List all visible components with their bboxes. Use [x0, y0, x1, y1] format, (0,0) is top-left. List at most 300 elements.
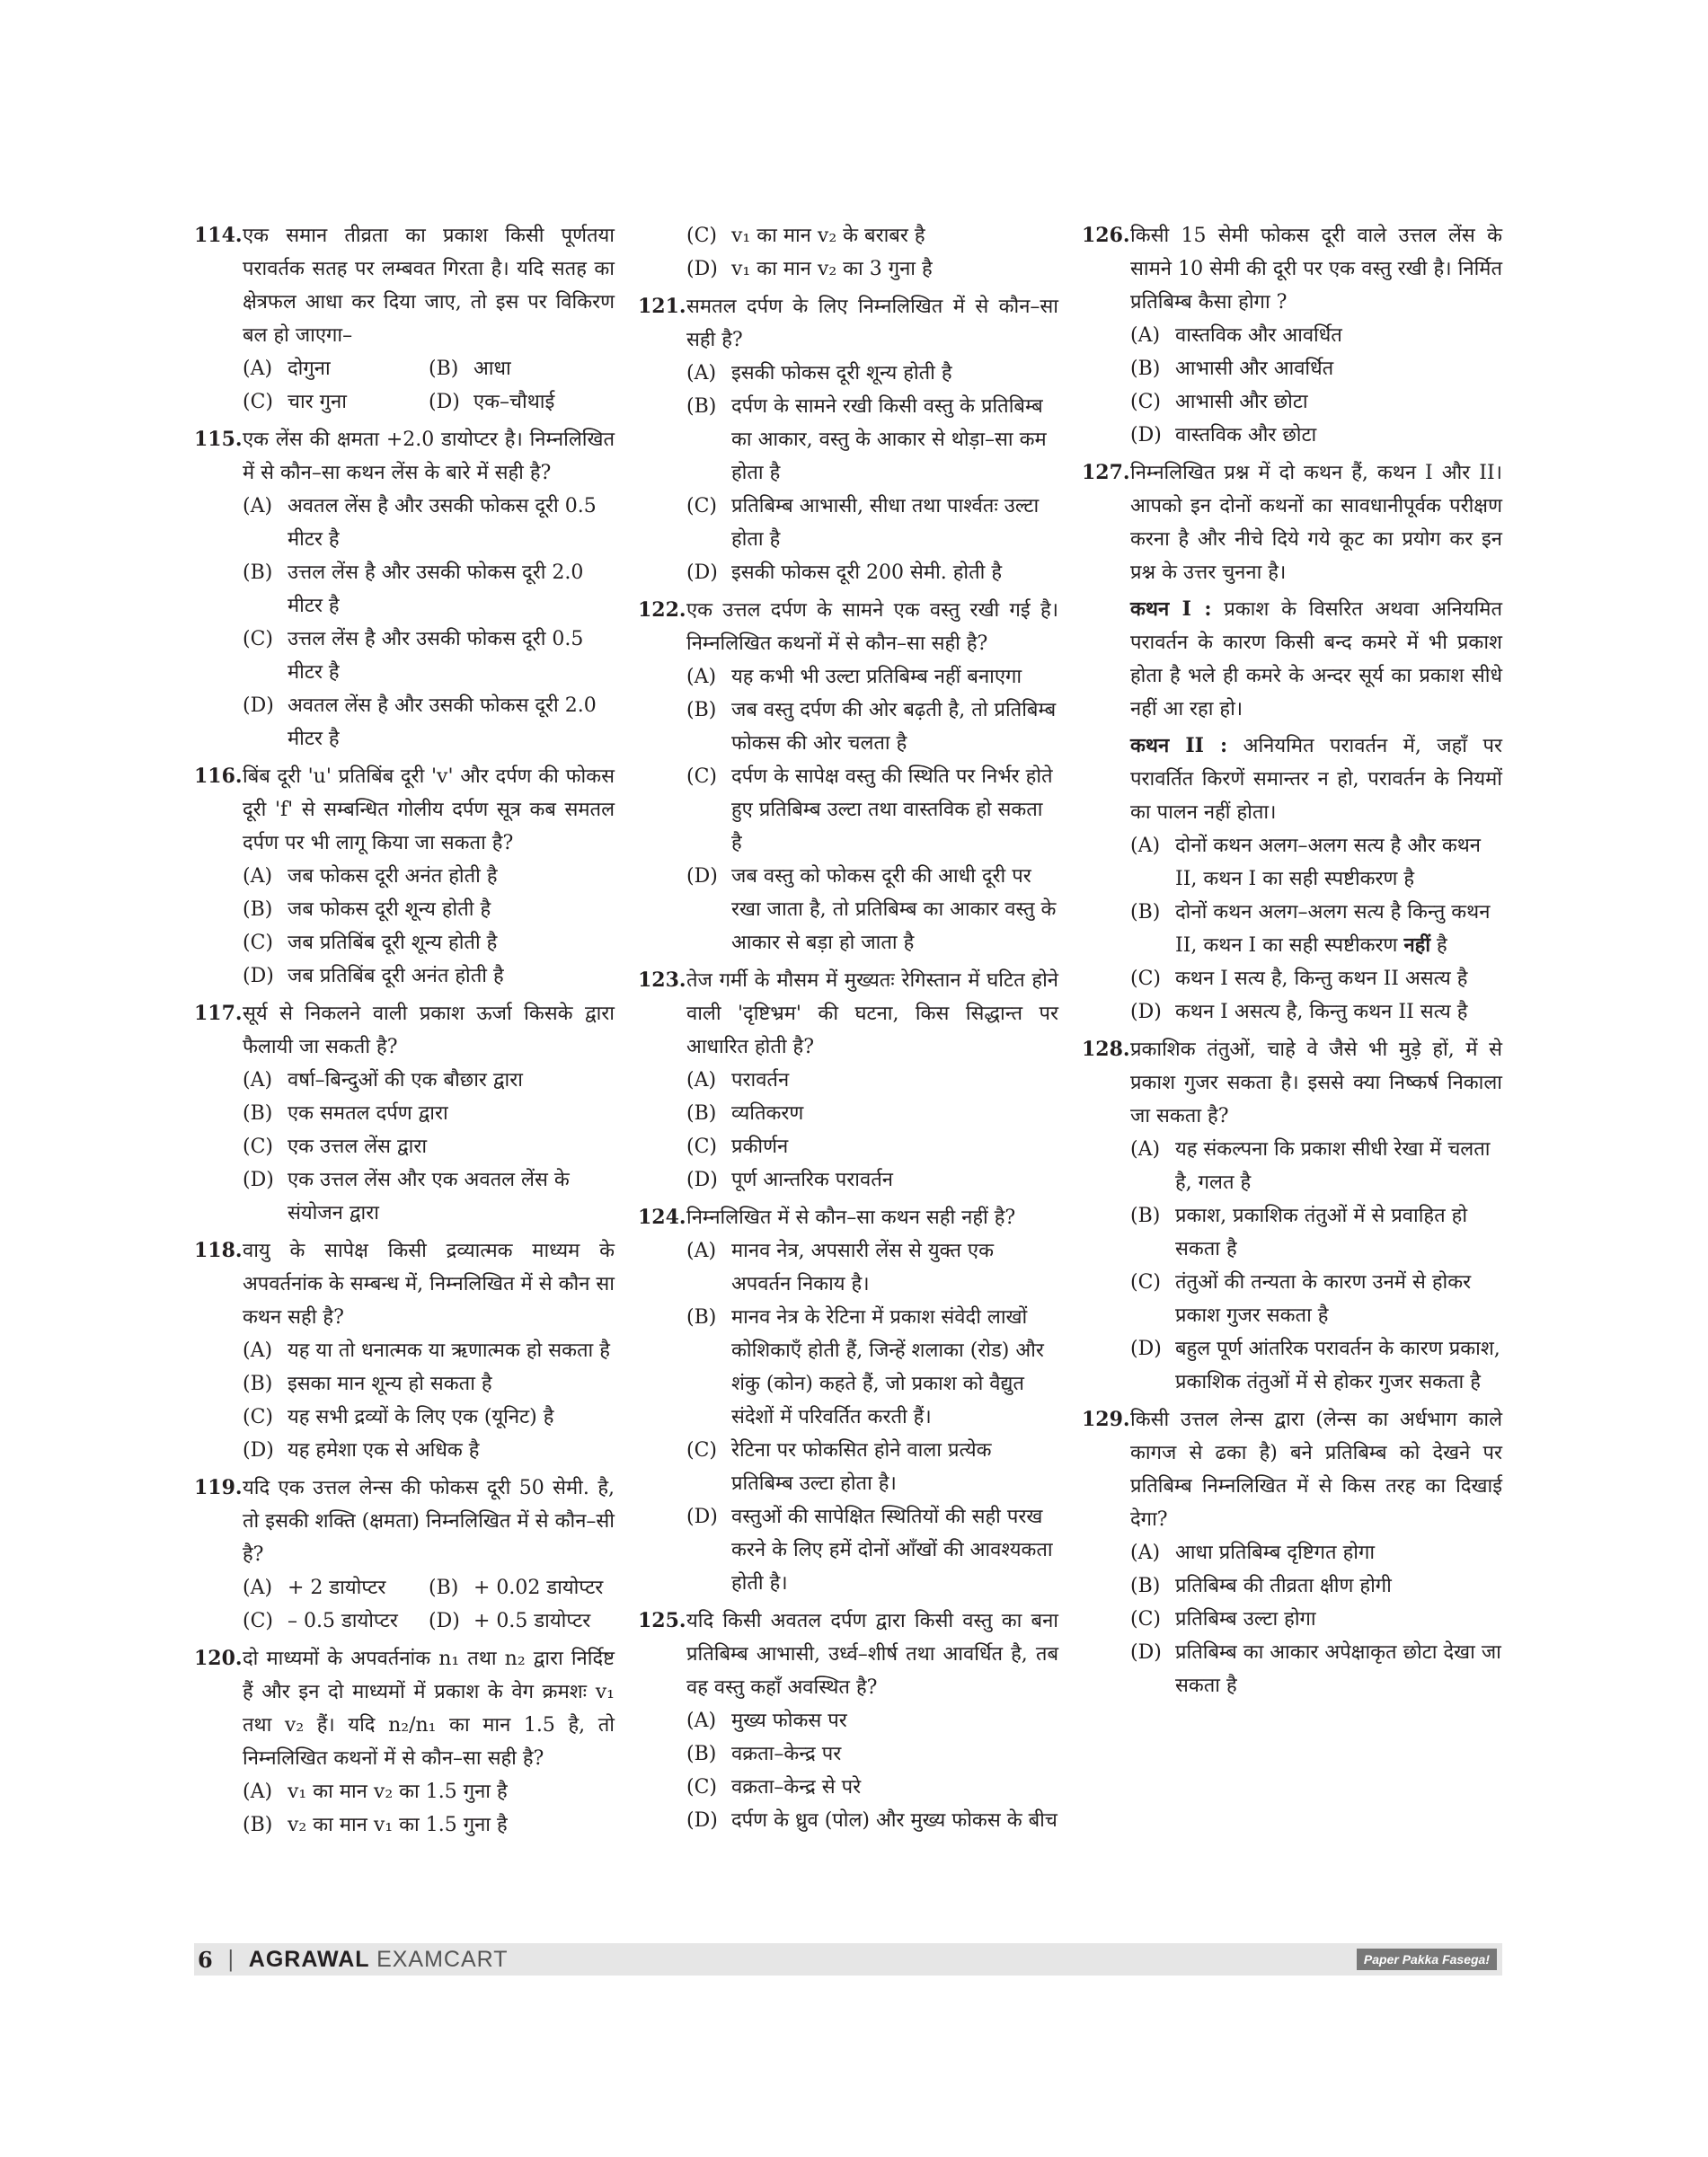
option-text: जब फोकस दूरी अनंत होती है	[288, 865, 498, 888]
question-block	[1082, 1403, 1502, 1702]
option-text: कथन I असत्य है, किन्तु कथन II सत्य है	[1175, 1001, 1468, 1023]
option-text-wrap	[1175, 1636, 1502, 1702]
question-block	[1082, 456, 1502, 1029]
option-label: (D)	[686, 1169, 718, 1191]
option-text-wrap	[288, 1163, 615, 1230]
options-list	[686, 357, 1058, 589]
option-text: प्रतिबिम्ब उल्टा होगा	[1175, 1608, 1316, 1631]
option-label: (A)	[243, 1339, 273, 1362]
option-text: दोनों कथन अलग–अलग सत्य है और कथन II, कथन I का सही स्पष्टीकरण है	[1175, 835, 1481, 890]
question-head	[1082, 219, 1502, 319]
question-number: 118.	[194, 1239, 243, 1262]
option	[243, 959, 615, 993]
option	[243, 1434, 615, 1467]
question-number: 120.	[194, 1647, 243, 1670]
question-text: दो माध्यमों के अपवर्तनांक n₁ तथा n₂ द्वारा निर्दिष्ट हैं और इन दो माध्यमों में प्रकाश के वेग क्रमशः v₁ तथा v₂ हैं। यदि n₂/n₁ का मान 1.5 है, तो निम्नलिखित कथनों में से कौन–सा सही है?	[243, 1648, 615, 1770]
question-head	[1082, 1033, 1502, 1133]
option-label: (B)	[1130, 1575, 1161, 1597]
question-text: किसी 15 सेमी फोकस दूरी वाले उत्तल लेंस के सामने 10 सेमी की दूरी पर एक वस्तु रखी है। निर्मित प्रतिबिम्ब कैसा होगा ?	[1130, 225, 1502, 314]
option	[243, 1604, 429, 1638]
question-head	[638, 290, 1058, 357]
option-text: जब प्रतिबिंब दूरी अनंत होती है	[288, 965, 504, 987]
option-text: प्रकीर्णन	[731, 1136, 789, 1158]
question-text: समतल दर्पण के लिए निम्नलिखित में से कौन–सा सही है?	[686, 296, 1058, 351]
option	[243, 1808, 615, 1842]
statement-label: कथन I :	[1130, 597, 1212, 621]
option-text-wrap	[288, 1097, 615, 1130]
option-text: जब वस्तु दर्पण की ओर बढ़ती है, तो प्रतिबिम्ब फोकस की ओर चलता है	[731, 699, 1057, 755]
statement-text: प्रकाश के विसरित अथवा अनियमित परावर्तन के कारण किसी बन्द कमरे में भी प्रकाश होता है भले ही कमरे के अन्दर सूर्य का प्रकाश सीधे नहीं आ रहा हो।	[1130, 598, 1502, 720]
question-text: बिंब दूरी 'u' प्रतिबिंब दूरी 'v' और दर्पण की फोकस दूरी 'f' से सम्बन्धित गोलीय दर्पण सूत्र कब समतल दर्पण पर भी लागू किया जा सकता है?	[243, 765, 615, 854]
option-text-wrap	[1175, 385, 1502, 419]
option	[243, 490, 615, 556]
option-text: इसकी फोकस दूरी शून्य होती है	[731, 362, 952, 385]
question-text: निम्नलिखित में से कौन–सा कथन सही नहीं है?	[686, 1207, 1016, 1229]
option	[243, 926, 615, 959]
option	[686, 219, 1058, 252]
option-text: – 0.5 डायोप्टर	[288, 1610, 398, 1632]
option-label: (C)	[243, 628, 273, 650]
question-block	[638, 964, 1058, 1197]
option-label: (D)	[429, 1610, 460, 1632]
question-head	[194, 997, 615, 1064]
option-text-wrap	[288, 385, 429, 419]
question-head	[1082, 1403, 1502, 1536]
option-text: रेटिना पर फोकसित होने वाला प्रत्येक प्रतिबिम्ब उल्टा होता है।	[731, 1439, 992, 1495]
option-label: (C)	[1130, 1271, 1161, 1294]
option	[243, 1367, 615, 1401]
option-label: (B)	[243, 1373, 273, 1395]
question-text: यदि एक उत्तल लेन्स की फोकस दूरी 50 सेमी. है, तो इसकी शक्ति (क्षमता) निम्नलिखित में से कौन–सी है?	[243, 1477, 615, 1566]
option-text-wrap	[1175, 1266, 1502, 1332]
options-list	[1130, 319, 1502, 452]
option	[243, 689, 615, 756]
option-label: (D)	[686, 1809, 718, 1832]
option-text: यह या तो धनात्मक या ऋणात्मक हो सकता है	[288, 1339, 610, 1362]
option	[243, 1130, 615, 1163]
option-text-wrap	[731, 1737, 1058, 1771]
option	[686, 1064, 1058, 1097]
question-block	[638, 594, 1058, 959]
option	[243, 1064, 615, 1097]
option-text-wrap	[288, 352, 429, 385]
statement-text: अनियमित परावर्तन में, जहाँ पर परावर्तित किरणें समान्तर न हो, परावर्तन के नियमों का पालन नहीं होता।	[1130, 735, 1502, 824]
question-text: सूर्य से निकलने वाली प्रकाश ऊर्जा किसके द्वारा फैलायी जा सकती है?	[243, 1003, 615, 1058]
option-label: (C)	[243, 1610, 273, 1632]
option-text: बहुल पूर्ण आंतरिक परावर्तन के कारण प्रकाश, प्रकाशिक तंतुओं में से होकर गुजर सकता है	[1175, 1338, 1500, 1393]
option-text: आधा प्रतिबिम्ब दृष्टिगत होगा	[1175, 1542, 1376, 1564]
option	[686, 1097, 1058, 1130]
option	[686, 660, 1058, 694]
option-text: दर्पण के सामने रखी किसी वस्तु के प्रतिबिम्ब का आकार, वस्तु के आकार से थोड़ा–सा कम होता है	[731, 395, 1047, 484]
option-text: दोनों कथन अलग–अलग सत्य है किन्तु कथन II, कथन I का सही स्पष्टीकरण	[1175, 901, 1491, 957]
options-list	[686, 1064, 1058, 1197]
option-text-wrap	[731, 1163, 1058, 1197]
option	[1130, 1133, 1502, 1199]
question-head	[638, 594, 1058, 660]
option-label: (B)	[686, 1743, 717, 1765]
options-list	[243, 352, 615, 419]
question-head	[194, 423, 615, 490]
option-text: यह सभी द्रव्यों के लिए एक (यूनिट) है	[288, 1406, 554, 1428]
option-label: (A)	[686, 666, 717, 688]
option-text-wrap	[1175, 319, 1502, 352]
option	[686, 1163, 1058, 1197]
option-text-wrap	[288, 1401, 615, 1434]
option	[1130, 385, 1502, 419]
options-list	[243, 1775, 615, 1842]
statement	[1130, 593, 1502, 726]
option-text: व्यतिकरण	[731, 1102, 804, 1125]
options-list	[686, 1234, 1058, 1600]
options-list	[1130, 829, 1502, 1029]
option	[243, 352, 429, 385]
option-text: एक उत्तल लेंस और एक अवतल लेंस के संयोजन द्वारा	[288, 1169, 570, 1224]
option	[1130, 1603, 1502, 1636]
option	[686, 860, 1058, 959]
option-text-wrap	[731, 390, 1058, 490]
option	[686, 760, 1058, 860]
option-text: एक उत्तल लेंस द्वारा	[288, 1136, 428, 1158]
option-label: (D)	[1130, 1641, 1162, 1664]
option	[1130, 1569, 1502, 1603]
option-text: v₁ का मान v₂ के बराबर है	[731, 225, 925, 247]
option	[429, 352, 615, 385]
option-label: (D)	[1130, 1338, 1162, 1360]
option-text: उत्तल लेंस है और उसकी फोकस दूरी 2.0 मीटर है	[288, 561, 584, 617]
question-text: निम्नलिखित प्रश्न में दो कथन हैं, कथन I और II। आपको इन दोनों कथनों का सावधानीपूर्वक परीक्षण करना है और नीचे दिये गये कूट का प्रयोग कर इन प्रश्न के उत्तर चुनना है।	[1130, 462, 1502, 584]
question-number: 115.	[194, 428, 243, 451]
option-label: (C)	[243, 932, 273, 954]
question-text: वायु के सापेक्ष किसी द्रव्यात्मक माध्यम के अपवर्तनांक के सम्बन्ध में, निम्नलिखित में से कौन सा कथन सही है?	[243, 1240, 615, 1329]
option	[686, 1301, 1058, 1434]
option-text: एक–चौथाई	[473, 391, 555, 413]
question-head	[194, 1234, 615, 1334]
option-text: वास्तविक और छोटा	[1175, 424, 1317, 446]
brand-accent: EXAMCART	[376, 1946, 509, 1972]
option	[686, 1500, 1058, 1600]
option-label: (B)	[686, 1306, 717, 1329]
options-list	[243, 490, 615, 756]
option	[243, 1163, 615, 1230]
question-block	[194, 1642, 615, 1842]
option-text: + 0.5 डायोप्टर	[473, 1610, 591, 1632]
option-text: वास्तविक और आवर्धित	[1175, 324, 1342, 347]
option-label: (C)	[686, 1136, 717, 1158]
option	[1130, 995, 1502, 1029]
question-number: 127.	[1082, 461, 1130, 484]
option-text: यह कभी भी उल्टा प्रतिबिम्ब नहीं बनाएगा	[731, 666, 1022, 688]
option-text-wrap	[1175, 419, 1502, 452]
option-label: (B)	[243, 898, 273, 921]
option	[686, 1434, 1058, 1500]
option-text-wrap	[731, 252, 1058, 286]
option-text-wrap	[731, 860, 1058, 959]
statement-label: कथन II :	[1130, 734, 1228, 757]
option-text-wrap	[473, 1571, 615, 1604]
option-label: (D)	[243, 1169, 274, 1191]
question-number: 124.	[638, 1206, 686, 1229]
option-label: (A)	[686, 1069, 717, 1092]
option-label: (A)	[1130, 1138, 1161, 1161]
option-text-wrap	[288, 959, 615, 993]
column-middle	[638, 219, 1058, 1842]
question-head	[638, 1201, 1058, 1234]
question-number: 125.	[638, 1609, 686, 1632]
option-text-wrap	[1175, 829, 1502, 896]
question-text: किसी उत्तल लेन्स द्वारा (लेन्स का अर्धभाग काले कागज से ढका है) बने प्रतिबिम्ब को देखने पर प्रतिबिम्ब निम्नलिखित में से किस तरह का दिखाई देगा?	[1130, 1409, 1502, 1531]
option	[686, 1737, 1058, 1771]
question-head	[638, 1604, 1058, 1704]
option	[243, 1401, 615, 1434]
question-number: 123.	[638, 968, 686, 992]
question-text: तेज गर्मी के मौसम में मुख्यतः रेगिस्तान में घटित होने वाली 'दृष्टिभ्रम' की घटना, किस सिद्धान्त पर आधारित होती है?	[686, 969, 1058, 1058]
option-label: (B)	[1130, 358, 1161, 380]
option-text-wrap	[288, 893, 615, 926]
option-label: (D)	[686, 561, 718, 584]
question-block	[194, 997, 615, 1230]
option-text-wrap	[731, 1301, 1058, 1434]
option-label: (D)	[243, 1439, 274, 1462]
option-label: (A)	[243, 358, 273, 380]
question-number: 122.	[638, 598, 686, 622]
option-text-wrap	[1175, 962, 1502, 995]
option-text: v₁ का मान v₂ का 3 गुना है	[731, 258, 933, 280]
option-text: इसका मान शून्य हो सकता है	[288, 1373, 492, 1395]
option-text-wrap	[288, 1434, 615, 1467]
page-footer	[194, 1943, 1502, 1976]
option-text-wrap	[731, 1804, 1058, 1837]
option-text: आभासी और आवर्धित	[1175, 358, 1334, 380]
question-block	[194, 1234, 615, 1467]
option	[243, 1571, 429, 1604]
option-text-wrap	[473, 1604, 615, 1638]
option-text-wrap	[288, 556, 615, 623]
question-block	[194, 219, 615, 419]
option-text-wrap	[731, 1097, 1058, 1130]
question-block	[194, 1472, 615, 1638]
question-number: 114.	[194, 224, 243, 247]
option-text-wrap	[288, 926, 615, 959]
brand-name: AGRAWAL	[248, 1946, 377, 1972]
option	[686, 252, 1058, 286]
option	[686, 1704, 1058, 1737]
option	[686, 1771, 1058, 1804]
question-number: 126.	[1082, 224, 1130, 247]
option-label: (D)	[429, 391, 460, 413]
question-text: एक लेंस की क्षमता +2.0 डायोप्टर है। निम्नलिखित में से कौन–सा कथन लेंस के बारे में सही है?	[243, 429, 615, 484]
options-list	[243, 1334, 615, 1467]
column-left	[194, 219, 615, 1846]
option-text: + 0.02 डायोप्टर	[473, 1577, 604, 1599]
option-text: प्रतिबिम्ब का आकार अपेक्षाकृत छोटा देखा जा सकता है	[1175, 1641, 1501, 1697]
option-label: (B)	[686, 395, 717, 418]
option-label: (B)	[429, 1577, 459, 1599]
option-text-wrap	[288, 1775, 615, 1808]
option	[243, 893, 615, 926]
options-list	[243, 860, 615, 993]
option	[243, 860, 615, 893]
question-text: एक समान तीव्रता का प्रकाश किसी पूर्णतया परावर्तक सतह पर लम्बवत गिरता है। यदि सतह का क्षेत्रफल आधा कर दिया जाए, तो इस पर विकिरण बल हो जाएगा–	[243, 225, 615, 347]
option-label: (A)	[1130, 324, 1161, 347]
option	[1130, 1332, 1502, 1399]
option-text: प्रकाश, प्रकाशिक तंतुओं में से प्रवाहित हो सकता है	[1175, 1205, 1468, 1260]
question-number: 128.	[1082, 1038, 1130, 1061]
option-text-wrap	[473, 352, 615, 385]
option-text: वस्तुओं की सापेक्षित स्थितियों की सही परख करने के लिए हमें दोनों आँखों की आवश्यकता होती है।	[731, 1506, 1053, 1595]
option-text-wrap	[1175, 1133, 1502, 1199]
option-text-wrap	[1175, 1569, 1502, 1603]
option	[686, 490, 1058, 556]
question-text: यदि किसी अवतल दर्पण द्वारा किसी वस्तु का बना प्रतिबिम्ब आभासी, उर्ध्व–शीर्ष तथा आवर्धित है, तब वह वस्तु कहाँ अवस्थित है?	[686, 1610, 1058, 1699]
option-text-wrap	[288, 689, 615, 756]
option-text: मानव नेत्र, अपसारी लेंस से युक्त एक अपवर्तन निकाय है।	[731, 1240, 994, 1295]
question-text: एक उत्तल दर्पण के सामने एक वस्तु रखी गई है। निम्नलिखित कथनों में से कौन–सा सही है?	[686, 599, 1058, 655]
option-label: (A)	[686, 1240, 717, 1262]
option-text: वक्रता–केन्द्र पर	[731, 1743, 842, 1765]
option-label: (A)	[686, 362, 717, 385]
option-label: (A)	[243, 1069, 273, 1092]
option-text: आभासी और छोटा	[1175, 391, 1308, 413]
option-text: दोगुना	[288, 358, 331, 380]
option	[1130, 829, 1502, 896]
option-label: (C)	[1130, 1608, 1161, 1631]
option-text-wrap	[288, 860, 615, 893]
option	[1130, 896, 1502, 962]
option-text-wrap	[1175, 1332, 1502, 1399]
option-text-wrap	[473, 385, 615, 419]
option	[1130, 1636, 1502, 1702]
option-text: मुख्य फोकस पर	[731, 1710, 847, 1732]
question-head	[638, 964, 1058, 1064]
option-label: (C)	[243, 1136, 273, 1158]
option-text-wrap	[288, 623, 615, 689]
option-text: जब प्रतिबिंब दूरी शून्य होती है	[288, 932, 498, 954]
question-block	[638, 290, 1058, 589]
option-label: (C)	[686, 225, 717, 247]
option-text: v₁ का मान v₂ का 1.5 गुना है	[288, 1781, 508, 1803]
option-text: वर्षा–बिन्दुओं की एक बौछार द्वारा	[288, 1069, 523, 1092]
option-text-wrap	[288, 490, 615, 556]
question-block	[638, 219, 1058, 286]
option-text-wrap	[731, 1434, 1058, 1500]
option	[686, 357, 1058, 390]
options-list	[1130, 1536, 1502, 1702]
brand-logo	[249, 1947, 509, 1973]
option	[1130, 962, 1502, 995]
option-text-wrap	[1175, 896, 1502, 962]
question-number: 129.	[1082, 1408, 1130, 1431]
option	[686, 556, 1058, 589]
options-list	[243, 1064, 615, 1230]
option-label: (C)	[686, 495, 717, 517]
question-block	[1082, 1033, 1502, 1399]
question-number: 119.	[194, 1476, 243, 1499]
options-list	[243, 1571, 615, 1638]
option-text-wrap	[288, 1334, 615, 1367]
option-text: अवतल लेंस है और उसकी फोकस दूरी 2.0 मीटर है	[288, 694, 597, 750]
option-text: एक समतल दर्पण द्वारा	[288, 1102, 448, 1125]
option	[686, 694, 1058, 760]
option-text-wrap	[731, 660, 1058, 694]
option-label: (B)	[686, 699, 717, 721]
option	[1130, 1266, 1502, 1332]
page-number: 6	[198, 1946, 213, 1973]
option-label: (A)	[1130, 835, 1161, 857]
question-head	[194, 219, 615, 352]
option-label: (A)	[243, 1781, 273, 1803]
option	[243, 385, 429, 419]
option-text-wrap	[288, 1130, 615, 1163]
option-text-wrap	[731, 556, 1058, 589]
option-text-wrap	[731, 1130, 1058, 1163]
question-number: 116.	[194, 765, 243, 788]
option-label: (D)	[1130, 424, 1162, 446]
option-text: दर्पण के सापेक्ष वस्तु की स्थिति पर निर्भर होते हुए प्रतिबिम्ब उल्टा तथा वास्तविक हो सकता है	[731, 765, 1053, 854]
option-text: अवतल लेंस है और उसकी फोकस दूरी 0.5 मीटर है	[288, 495, 597, 551]
option	[1130, 352, 1502, 385]
option-text-wrap	[731, 219, 1058, 252]
option-text-wrap	[288, 1064, 615, 1097]
option-text: तंतुओं की तन्यता के कारण उनमें से होकर प्रकाश गुजर सकता है	[1175, 1271, 1472, 1327]
option	[243, 623, 615, 689]
option-label: (C)	[686, 1439, 717, 1462]
option-text-wrap	[1175, 352, 1502, 385]
question-head	[194, 1472, 615, 1571]
option	[429, 1571, 615, 1604]
option-text-wrap	[1175, 995, 1502, 1029]
option-text: v₂ का मान v₁ का 1.5 गुना है	[288, 1814, 508, 1836]
option-text: यह हमेशा एक से अधिक है	[288, 1439, 480, 1462]
option	[1130, 1199, 1502, 1266]
option-label: (D)	[686, 865, 718, 888]
option	[686, 1130, 1058, 1163]
question-head	[194, 1642, 615, 1775]
option	[1130, 419, 1502, 452]
option-text-wrap	[288, 1367, 615, 1401]
option-label: (A)	[243, 495, 273, 517]
question-head	[194, 760, 615, 860]
option-text: आधा	[473, 358, 511, 380]
question-block	[638, 1201, 1058, 1600]
option-text-wrap	[731, 760, 1058, 860]
option-label: (C)	[243, 1406, 273, 1428]
option	[686, 1804, 1058, 1837]
option-text: + 2 डायोप्टर	[288, 1577, 386, 1599]
option	[243, 556, 615, 623]
question-text: प्रकाशिक तंतुओं, चाहे वे जैसे भी मुड़े हों, में से प्रकाश गुजर सकता है। इससे क्या निष्कर्ष निकाला जा सकता है?	[1130, 1039, 1502, 1127]
option-label: (B)	[429, 358, 459, 380]
option-text: प्रतिबिम्ब की तीव्रता क्षीण होगी	[1175, 1575, 1392, 1597]
option-text-wrap	[731, 1771, 1058, 1804]
column-right	[1082, 219, 1502, 1707]
question-block	[638, 1604, 1058, 1837]
question-number: 121.	[638, 295, 686, 318]
option-text-wrap	[288, 1604, 429, 1638]
options-list	[686, 219, 1058, 286]
option-text: जब वस्तु को फोकस दूरी की आधी दूरी पर रखा जाता है, तो प्रतिबिम्ब का आकार वस्तु के आकार से बड़ा हो जाता है	[731, 865, 1057, 954]
option	[243, 1775, 615, 1808]
options-list	[686, 1704, 1058, 1837]
question-block	[194, 423, 615, 756]
option-label: (D)	[686, 1506, 718, 1528]
option	[429, 1604, 615, 1638]
option-label: (D)	[243, 965, 274, 987]
tagline: Paper Pakka Fasega!	[1357, 1949, 1497, 1970]
option-text: मानव नेत्र के रेटिना में प्रकाश संवेदी लाखों कोशिकाएँ होती हैं, जिन्हें शलाका (रोड) और शंकु (कोन) कहते हैं, जो प्रकाश को वैद्युत संदेशों में परिवर्तित करती हैं।	[731, 1306, 1044, 1428]
option-label: (C)	[243, 391, 273, 413]
option-label: (A)	[686, 1710, 717, 1732]
